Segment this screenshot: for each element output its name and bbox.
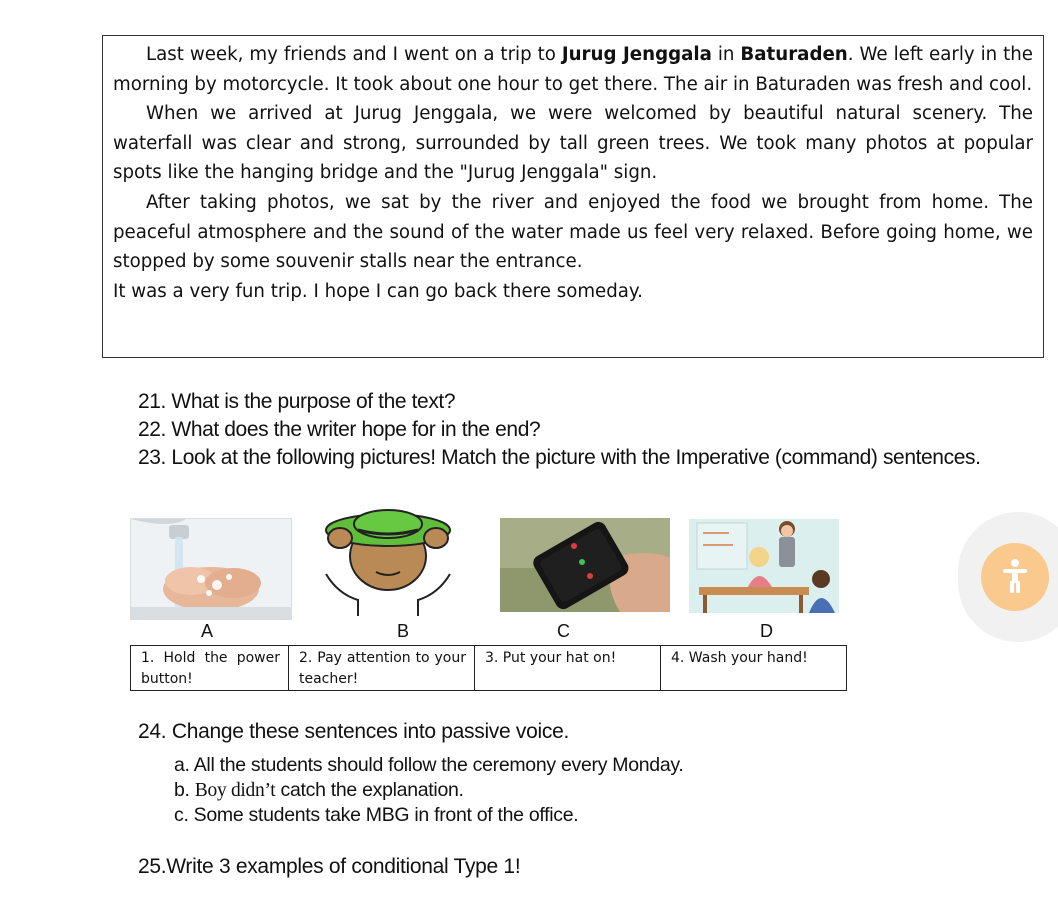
picture-label-c: C bbox=[557, 621, 570, 641]
question-21: 21. What is the purpose of the text? bbox=[138, 390, 456, 413]
question-24: 24. Change these sentences into passive voice. bbox=[138, 720, 569, 743]
question-24-b bbox=[174, 779, 464, 802]
paragraph-4: It was a very fun trip. I hope I can go back there someday. bbox=[113, 280, 643, 302]
sentence-1: 1. Hold the power button! bbox=[131, 646, 289, 691]
item-b-letter: b. bbox=[174, 779, 190, 801]
accessibility-icon bbox=[981, 543, 1049, 611]
p1-text-start: Last week, my friends and I went on a trip to bbox=[146, 44, 562, 65]
table-row bbox=[131, 646, 847, 691]
boy-hat-illustration bbox=[318, 504, 458, 616]
question-22: 22. What does the writer hope for in the end? bbox=[138, 418, 541, 441]
washing-hands-illustration bbox=[131, 519, 292, 620]
p1-text-end: . We left early in the morning by motorcycle. It took about one hour to get there. The air in Baturaden was fresh and cool. bbox=[113, 44, 1033, 95]
question-23: 23. Look at the following pictures! Match the picture with the Imperative (command) sentences. bbox=[138, 446, 981, 469]
place-jurug-jenggala: Jurug Jenggala bbox=[561, 44, 712, 65]
picture-d-classroom-teacher bbox=[689, 519, 839, 613]
item-b-rest: catch the explanation. bbox=[280, 779, 464, 801]
reading-passage bbox=[102, 35, 1044, 358]
sentence-2: 2. Pay attention to your teacher! bbox=[289, 646, 475, 691]
sentence-3: 3. Put your hat on! bbox=[475, 646, 661, 691]
picture-a-washing-hands bbox=[130, 518, 292, 620]
paragraph-3: After taking photos, we sat by the river and enjoyed the food we brought from home. The peaceful atmosphere and the sound of the water made us feel very relaxed. Before going home, we stopped by some souvenir stalls near the entrance. bbox=[113, 191, 1033, 273]
question-24-a: a. All the students should follow the ceremony every Monday. bbox=[174, 754, 684, 776]
question-25: 25.Write 3 examples of conditional Type 1! bbox=[138, 855, 521, 878]
picture-b-boy-with-hat bbox=[318, 504, 458, 616]
picture-c-phone-power-button bbox=[500, 518, 670, 612]
imperative-sentences-table bbox=[130, 645, 847, 691]
picture-label-d: D bbox=[760, 621, 773, 641]
paragraph-1 bbox=[113, 40, 1033, 99]
picture-label-b: B bbox=[397, 621, 410, 641]
sentence-4: 4. Wash your hand! bbox=[661, 646, 847, 691]
accessibility-button[interactable] bbox=[981, 543, 1049, 611]
question-24-c: c. Some students take MBG in front of the office. bbox=[174, 804, 579, 826]
phone-hand-illustration bbox=[500, 518, 670, 612]
picture-label-a: A bbox=[201, 621, 214, 641]
place-baturaden: Baturaden bbox=[740, 44, 848, 65]
item-b-subject: Boy didn’t bbox=[194, 780, 276, 801]
paragraph-2: When we arrived at Jurug Jenggala, we were welcomed by beautiful natural scenery. The waterfall was clear and strong, surrounded by tall green trees. We took many photos at popular spots like the hanging bridge and the "Jurug Jenggala" sign. bbox=[113, 103, 1033, 184]
p1-text-mid: in bbox=[711, 44, 741, 65]
classroom-illustration bbox=[689, 519, 839, 613]
